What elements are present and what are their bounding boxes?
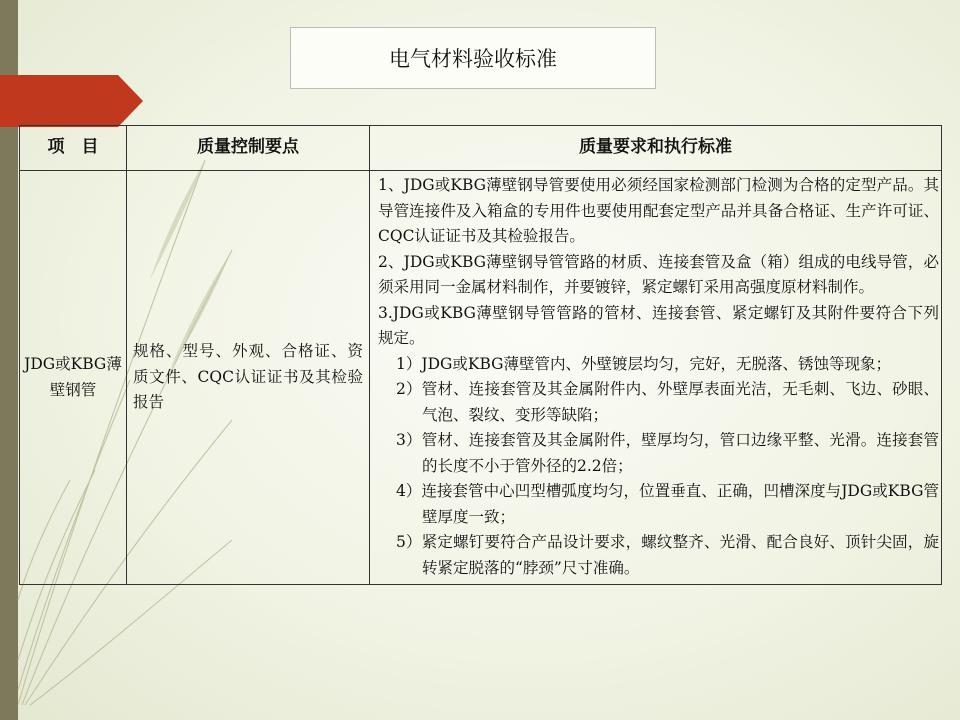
paragraph-3: 3.JDG或KBG薄壁钢导管管路的管材、连接套管、紧定螺钉及其附件要符合下列规定。 <box>378 303 939 347</box>
cell-item: JDG或KBG薄壁钢管 <box>20 171 127 585</box>
table-header-row <box>20 126 942 171</box>
subitem-3: 3）管材、连接套管及其金属附件，壁厚均匀，管口边缘平整、光滑。连接套管的长度不小于管外径的2.2倍； <box>396 431 939 475</box>
header-item: 项 目 <box>20 126 127 171</box>
paragraph-2: 2、JDG或KBG薄壁钢导管管路的材质、连接套管及盒（箱）组成的电线导管，必须采用同一金属材料制作，并要镀锌，紧定螺钉采用高强度原材料制作。 <box>378 252 939 296</box>
cell-standard <box>370 171 942 585</box>
standards-table <box>19 125 942 585</box>
header-standard: 质量要求和执行标准 <box>370 126 942 171</box>
page-title: 电气材料验收标准 <box>290 27 656 89</box>
subitem-4: 4）连接套管中心凹型槽弧度均匀，位置垂直、正确，凹槽深度与JDG或KBG管壁厚度一致； <box>396 482 939 526</box>
cell-control-points: 规格、型号、外观、合格证、资质文件、CQC认证证书及其检验报告 <box>127 171 370 585</box>
header-control-points: 质量控制要点 <box>127 126 370 171</box>
paragraph-1: 1、JDG或KBG薄壁钢导管要使用必须经国家检测部门检测为合格的定型产品。其导管连接件及入箱盒的专用件也要使用配套定型产品并具备合格证、生产许可证、CQC认证证书及其检验报告。 <box>378 176 939 245</box>
table-row <box>20 171 942 585</box>
subitem-2: 2）管材、连接套管及其金属附件内、外壁厚表面光洁，无毛刺、飞边、砂眼、气泡、裂纹、变形等缺陷； <box>396 380 939 424</box>
subitem-1: 1）JDG或KBG薄壁管内、外壁镀层均匀，完好，无脱落、锈蚀等现象； <box>396 354 892 373</box>
red-arrow-banner <box>0 75 143 127</box>
subitem-5: 5）紧定螺钉要符合产品设计要求，螺纹整齐、光滑、配合良好、顶针尖固，旋转紧定脱落的“脖颈”尺寸准确。 <box>396 533 939 577</box>
